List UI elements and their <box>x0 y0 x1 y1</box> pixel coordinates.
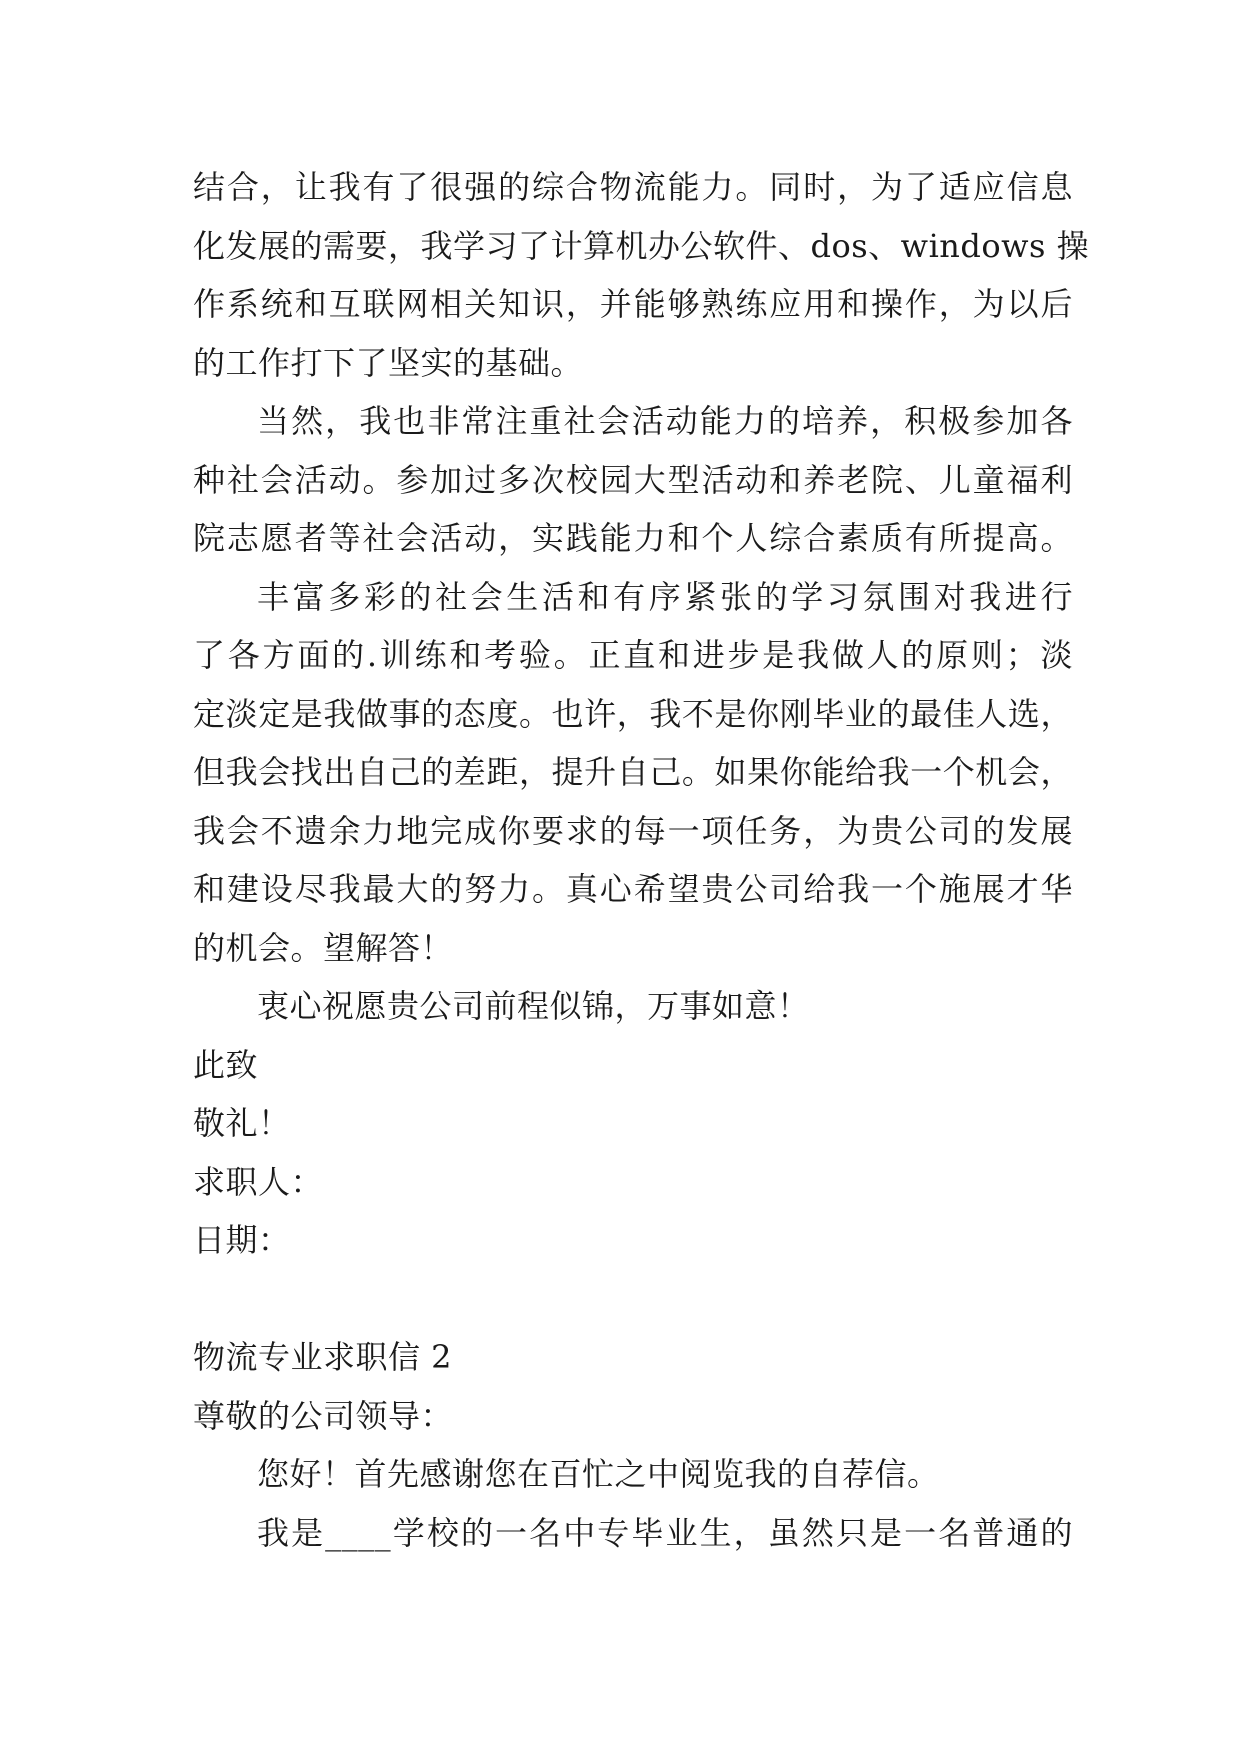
paragraph-1-line-4: 的工作打下了坚实的基础。 <box>193 343 584 382</box>
date-label: 日期： <box>193 1221 291 1259</box>
closing-line: 此致 <box>193 1045 259 1084</box>
paragraph-1-line-1: 结合，让我有了很强的综合物流能力。同时，为了适应信息 <box>193 168 1073 206</box>
paragraph-2-line-1: 当然，我也非常注重社会活动能力的培养，积极参加各 <box>257 402 1073 440</box>
paragraph-2-line-2: 种社会活动。参加过多次校园大型活动和养老院、儿童福利 <box>193 460 1073 499</box>
salute-line: 敬礼！ <box>193 1104 291 1142</box>
section-title: 物流专业求职信 2 <box>193 1338 453 1376</box>
intro-line: 我是____学校的一名中专毕业生，虽然只是一名普通的 <box>257 1513 1073 1552</box>
paragraph-3-line-3: 定淡定是我做事的态度。也许，我不是你刚毕业的最佳人选， <box>193 694 1073 733</box>
paragraph-3-line-4: 但我会找出自己的差距，提升自己。如果你能给我一个机会， <box>193 753 1073 791</box>
opening-line: 您好！首先感谢您在百忙之中阅览我的自荐信。 <box>257 1455 940 1493</box>
wishes-line: 衷心祝愿贵公司前程似锦，万事如意！ <box>257 987 810 1025</box>
paragraph-3-line-5: 我会不遗余力地完成你要求的每一项任务，为贵公司的发展 <box>193 811 1073 850</box>
letter-body <box>193 158 1090 1562</box>
paragraph-2-line-3: 院志愿者等社会活动，实践能力和个人综合素质有所提高。 <box>193 519 1073 557</box>
paragraph-1-line-2: 化发展的需要，我学习了计算机办公软件、dos、windows 操 <box>193 226 1090 265</box>
paragraph-1-line-3: 作系统和互联网相关知识，并能够熟练应用和操作，为以后 <box>193 285 1073 323</box>
paragraph-3-line-1: 丰富多彩的社会生活和有序紧张的学习氛围对我进行 <box>257 577 1073 616</box>
paragraph-3-line-2: 了各方面的.训练和考验。正直和进步是我做人的原则；淡 <box>193 636 1073 674</box>
section-spacer <box>193 1270 1073 1329</box>
greeting-line: 尊敬的公司领导： <box>193 1396 454 1435</box>
applicant-label: 求职人： <box>193 1162 324 1201</box>
paragraph-3-line-7: 的机会。望解答！ <box>193 928 454 967</box>
paragraph-3-line-6: 和建设尽我最大的努力。真心希望贵公司给我一个施展才华 <box>193 870 1073 908</box>
